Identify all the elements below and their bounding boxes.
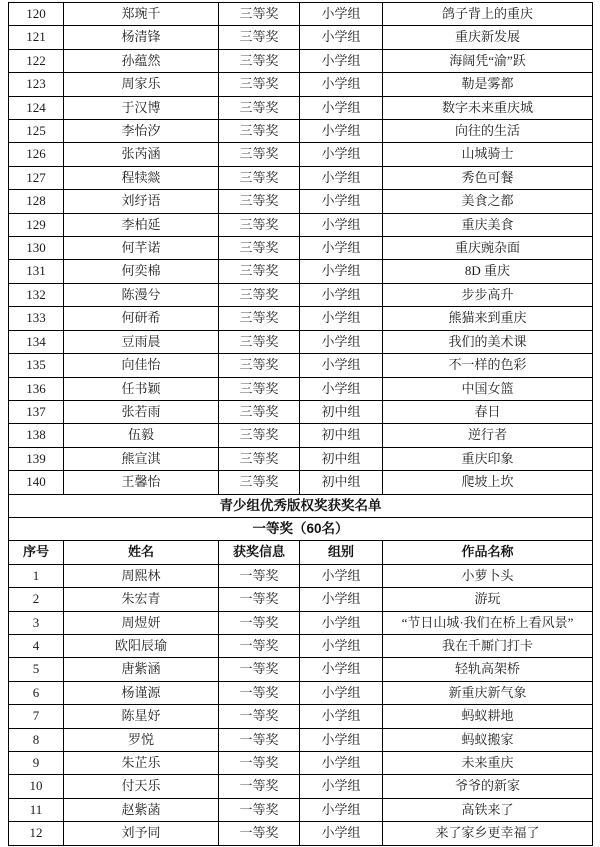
table-cell: 三等奖 (219, 283, 300, 306)
table-row (9, 377, 593, 400)
table-cell: 何奕棉 (64, 260, 219, 283)
table-cell: 小学组 (300, 166, 383, 189)
table-row (9, 705, 593, 728)
table-cell: 小学组 (300, 237, 383, 260)
section-rows (9, 494, 593, 564)
table-cell: 何研希 (64, 307, 219, 330)
table-row (9, 588, 593, 611)
table-cell: 140 (9, 471, 64, 494)
table-row (9, 73, 593, 96)
table-cell: 三等奖 (219, 471, 300, 494)
table-cell: 小学组 (300, 752, 383, 775)
table-cell: 小学组 (300, 564, 383, 587)
table-cell: 127 (9, 166, 64, 189)
table-cell: 勒是雾都 (383, 73, 593, 96)
table-cell: 三等奖 (219, 96, 300, 119)
table-cell: 三等奖 (219, 354, 300, 377)
table-row (9, 752, 593, 775)
table-row (9, 658, 593, 681)
table-cell: 程犊燚 (64, 166, 219, 189)
table-cell: 三等奖 (219, 190, 300, 213)
table-cell: 爷爷的新家 (383, 775, 593, 798)
table-row (9, 260, 593, 283)
table-cell: 初中组 (300, 471, 383, 494)
table-cell: 126 (9, 143, 64, 166)
table-cell: 付天乐 (64, 775, 219, 798)
table-cell: 9 (9, 752, 64, 775)
column-header-4: 作品名称 (383, 541, 593, 564)
table-cell: 131 (9, 260, 64, 283)
table-cell: 欧阳辰瑜 (64, 634, 219, 657)
table-cell: 孙蕴然 (64, 49, 219, 72)
table-cell: 2 (9, 588, 64, 611)
column-header-2: 获奖信息 (219, 541, 300, 564)
table-cell: 小学组 (300, 49, 383, 72)
table-cell: 三等奖 (219, 120, 300, 143)
table-cell: 小学组 (300, 330, 383, 353)
table-cell: 海阔凭“渝”跃 (383, 49, 593, 72)
table-cell: 三等奖 (219, 307, 300, 330)
table-cell: 周煜妍 (64, 611, 219, 634)
table-cell: 139 (9, 447, 64, 470)
table-cell: 刘予同 (64, 822, 219, 845)
table-row (9, 634, 593, 657)
table-cell: 小学组 (300, 96, 383, 119)
table-cell: 数字未来重庆城 (383, 96, 593, 119)
table-cell: 小学组 (300, 681, 383, 704)
table-cell: 一等奖 (219, 681, 300, 704)
table-cell: 初中组 (300, 447, 383, 470)
table-cell: 向往的生活 (383, 120, 593, 143)
table-cell: 6 (9, 681, 64, 704)
table-cell: 小学组 (300, 73, 383, 96)
table-cell: 123 (9, 73, 64, 96)
column-header-0: 序号 (9, 541, 64, 564)
table-cell: 张若雨 (64, 400, 219, 423)
table-cell: 130 (9, 237, 64, 260)
table-cell: 三等奖 (219, 26, 300, 49)
table-cell: 3 (9, 611, 64, 634)
table-cell: 8D 重庆 (383, 260, 593, 283)
table-row (9, 3, 593, 26)
table-cell: 小学组 (300, 798, 383, 821)
table-cell: 小萝卜头 (383, 564, 593, 587)
table-cell: 鸽子背上的重庆 (383, 3, 593, 26)
table-row (9, 471, 593, 494)
table-cell: 一等奖 (219, 728, 300, 751)
table-cell: 三等奖 (219, 166, 300, 189)
table-cell: 蚂蚁耕地 (383, 705, 593, 728)
table-cell: 135 (9, 354, 64, 377)
table-row (9, 190, 593, 213)
table-cell: 小学组 (300, 377, 383, 400)
table-cell: 4 (9, 634, 64, 657)
table-cell: 熊宣淇 (64, 447, 219, 470)
table-cell: 一等奖 (219, 658, 300, 681)
table-cell: 重庆印象 (383, 447, 593, 470)
table-cell: 新重庆新气象 (383, 681, 593, 704)
table-row (9, 564, 593, 587)
table-cell: 一等奖 (219, 822, 300, 845)
table-cell: 一等奖 (219, 611, 300, 634)
table-cell: 向佳怡 (64, 354, 219, 377)
table-cell: 三等奖 (219, 143, 300, 166)
table-row (9, 611, 593, 634)
table-cell: 何芊诺 (64, 237, 219, 260)
awards-table (8, 2, 593, 846)
table-row (9, 728, 593, 751)
table-cell: 三等奖 (219, 73, 300, 96)
table-cell: 郑琬千 (64, 3, 219, 26)
table-row (9, 354, 593, 377)
table-cell: 小学组 (300, 354, 383, 377)
table-cell: 山城骑士 (383, 143, 593, 166)
table-cell: 唐紫涵 (64, 658, 219, 681)
table-cell: 逆行者 (383, 424, 593, 447)
table-cell: 豆雨晨 (64, 330, 219, 353)
table-cell: 三等奖 (219, 447, 300, 470)
table-cell: 一等奖 (219, 564, 300, 587)
table-cell: 5 (9, 658, 64, 681)
table-cell: 12 (9, 822, 64, 845)
table-cell: 小学组 (300, 822, 383, 845)
table-cell: 小学组 (300, 190, 383, 213)
table-cell: 125 (9, 120, 64, 143)
table-cell: 三等奖 (219, 400, 300, 423)
section-subtitle: 一等奖（60名） (9, 517, 593, 540)
table-cell: 三等奖 (219, 260, 300, 283)
table-cell: 一等奖 (219, 798, 300, 821)
table-cell: 于汉博 (64, 96, 219, 119)
column-header-3: 组别 (300, 541, 383, 564)
table-cell: 129 (9, 213, 64, 236)
table-cell: 三等奖 (219, 237, 300, 260)
table-cell: 朱芷乐 (64, 752, 219, 775)
table-cell: 11 (9, 798, 64, 821)
table-cell: 小学组 (300, 120, 383, 143)
table-cell: 重庆美食 (383, 213, 593, 236)
table-cell: 7 (9, 705, 64, 728)
table-cell: 未来重庆 (383, 752, 593, 775)
table-cell: 罗悦 (64, 728, 219, 751)
section-subtitle-row (9, 517, 593, 540)
table-row (9, 26, 593, 49)
column-header-row (9, 541, 593, 564)
table-cell: 中国女篮 (383, 377, 593, 400)
section-title-row (9, 494, 593, 517)
table-row (9, 681, 593, 704)
table-cell: 小学组 (300, 143, 383, 166)
table-row (9, 424, 593, 447)
table-cell: 小学组 (300, 658, 383, 681)
table-cell: 一等奖 (219, 775, 300, 798)
table-cell: 三等奖 (219, 213, 300, 236)
table-cell: 来了家乡更幸福了 (383, 822, 593, 845)
table-cell: 132 (9, 283, 64, 306)
table-cell: 陈星妤 (64, 705, 219, 728)
table-cell: 三等奖 (219, 377, 300, 400)
table-row (9, 49, 593, 72)
table-cell: 一等奖 (219, 705, 300, 728)
table-cell: 重庆豌杂面 (383, 237, 593, 260)
third-prize-rows (9, 3, 593, 495)
table-cell: 初中组 (300, 424, 383, 447)
table-cell: 小学组 (300, 3, 383, 26)
table-cell: 122 (9, 49, 64, 72)
table-row (9, 330, 593, 353)
table-cell: 136 (9, 377, 64, 400)
table-cell: 不一样的色彩 (383, 354, 593, 377)
table-cell: 小学组 (300, 213, 383, 236)
table-row (9, 213, 593, 236)
table-row (9, 143, 593, 166)
table-cell: 121 (9, 26, 64, 49)
table-cell: 熊猫来到重庆 (383, 307, 593, 330)
table-cell: 朱宏青 (64, 588, 219, 611)
table-cell: 小学组 (300, 611, 383, 634)
table-cell: 初中组 (300, 400, 383, 423)
table-cell: 小学组 (300, 705, 383, 728)
table-cell: 一等奖 (219, 588, 300, 611)
first-prize-rows (9, 564, 593, 845)
table-cell: 三等奖 (219, 49, 300, 72)
table-cell: 杨谨源 (64, 681, 219, 704)
table-cell: 小学组 (300, 307, 383, 330)
table-cell: 120 (9, 3, 64, 26)
column-header-1: 姓名 (64, 541, 219, 564)
table-cell: 周熙林 (64, 564, 219, 587)
table-cell: 陈漫兮 (64, 283, 219, 306)
table-cell: 秀色可餐 (383, 166, 593, 189)
table-cell: 爬坡上坎 (383, 471, 593, 494)
table-cell: 重庆新发展 (383, 26, 593, 49)
table-cell: 任书颖 (64, 377, 219, 400)
section-title: 青少组优秀版权奖获奖名单 (9, 494, 593, 517)
table-cell: 10 (9, 775, 64, 798)
table-cell: 小学组 (300, 775, 383, 798)
table-cell: 小学组 (300, 260, 383, 283)
table-cell: “节日山城·我们在桥上看风景” (383, 611, 593, 634)
table-row (9, 120, 593, 143)
table-cell: 小学组 (300, 26, 383, 49)
table-cell: 三等奖 (219, 424, 300, 447)
table-cell: 游玩 (383, 588, 593, 611)
table-cell: 杨清锋 (64, 26, 219, 49)
table-cell: 王馨怡 (64, 471, 219, 494)
table-cell: 伍毅 (64, 424, 219, 447)
table-cell: 133 (9, 307, 64, 330)
table-cell: 137 (9, 400, 64, 423)
table-cell: 小学组 (300, 283, 383, 306)
table-cell: 春日 (383, 400, 593, 423)
table-cell: 134 (9, 330, 64, 353)
table-row (9, 283, 593, 306)
table-row (9, 447, 593, 470)
table-cell: 轻轨高架桥 (383, 658, 593, 681)
table-cell: 8 (9, 728, 64, 751)
table-row (9, 775, 593, 798)
table-cell: 128 (9, 190, 64, 213)
table-row (9, 307, 593, 330)
table-cell: 高铁来了 (383, 798, 593, 821)
table-cell: 一等奖 (219, 634, 300, 657)
table-cell: 张芮涵 (64, 143, 219, 166)
table-row (9, 400, 593, 423)
table-cell: 小学组 (300, 588, 383, 611)
table-cell: 124 (9, 96, 64, 119)
table-row (9, 798, 593, 821)
table-cell: 蚂蚁搬家 (383, 728, 593, 751)
table-cell: 138 (9, 424, 64, 447)
table-cell: 我们的美术课 (383, 330, 593, 353)
table-cell: 李怡汐 (64, 120, 219, 143)
table-row (9, 237, 593, 260)
table-cell: 我在千厮门打卡 (383, 634, 593, 657)
table-cell: 1 (9, 564, 64, 587)
table-cell: 三等奖 (219, 330, 300, 353)
table-cell: 赵紫菡 (64, 798, 219, 821)
table-cell: 李柏延 (64, 213, 219, 236)
table-cell: 一等奖 (219, 752, 300, 775)
table-cell: 步步高升 (383, 283, 593, 306)
table-cell: 小学组 (300, 728, 383, 751)
table-row (9, 822, 593, 845)
table-cell: 刘纾语 (64, 190, 219, 213)
table-cell: 周家乐 (64, 73, 219, 96)
table-cell: 美食之都 (383, 190, 593, 213)
table-row (9, 96, 593, 119)
table-cell: 三等奖 (219, 3, 300, 26)
table-cell: 小学组 (300, 634, 383, 657)
table-row (9, 166, 593, 189)
